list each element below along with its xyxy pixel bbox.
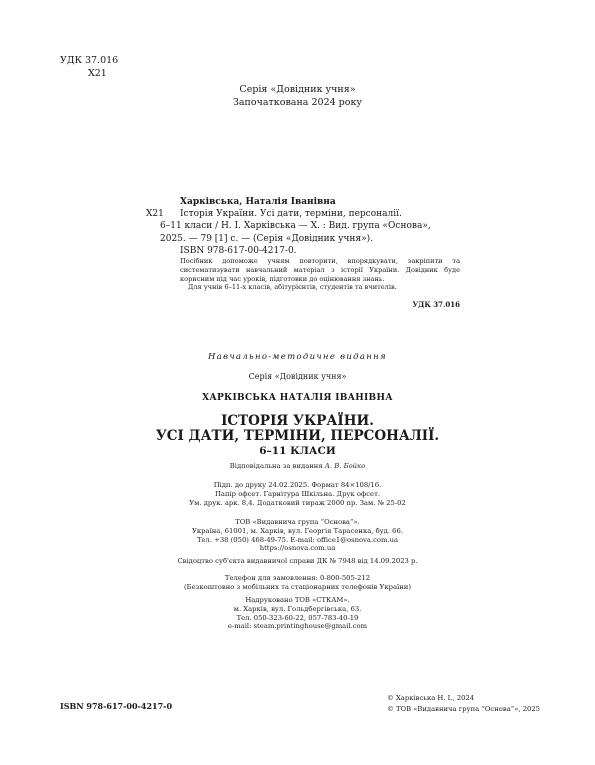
print-line-1: Підп. до друку 24.02.2025. Формат 84×108/16.: [213, 481, 382, 489]
printer-phone: Тел. 050-323-60-22, 057-783-40-19: [236, 613, 359, 622]
copyright: [387, 693, 540, 714]
order-phone: [0, 574, 595, 592]
series-header: [0, 83, 595, 109]
phone-line: Телефон для замовлення: 0-800-505-212: [224, 574, 371, 582]
responsible-name: А. В. Бойко: [324, 462, 366, 470]
series-mid: Серія «Довідник учня»: [248, 372, 347, 381]
series-name: Серія «Довідник учня»: [239, 84, 356, 95]
responsible-label: Відповідальна за видання: [229, 462, 323, 470]
author-sign: Х21: [88, 68, 107, 79]
book-title: [0, 414, 595, 459]
author-name-caps: ХАРКІВСЬКА НАТАЛІЯ ІВАНІВНА: [202, 393, 393, 403]
biblio-line-1: Історія України. Усі дати, терміни, персоналії.: [180, 209, 402, 220]
biblio-author-sign: Х21: [146, 209, 164, 220]
bibliographic-record: [146, 196, 460, 257]
udk-top-block: [60, 54, 118, 80]
publisher-name: ТОВ «Видавнича група “Основа”».: [235, 518, 360, 526]
edition-type: Навчально-методичне видання: [208, 352, 387, 362]
series-founded: Започаткована 2024 року: [232, 97, 363, 108]
responsible-editor: [0, 462, 595, 470]
copyright-publisher: © ТОВ «Видавнича група “Основа”», 2025: [387, 704, 540, 713]
printer-email: e-mail: steam.printinghouse@gmail.com: [227, 622, 368, 631]
publisher-address: Україна, 61001, м. Харків, вул. Георгія Тарасенка, буд. 66.: [192, 526, 403, 535]
publisher-website: https://osnova.com.ua: [259, 544, 336, 553]
title-line-2: УСІ ДАТИ, ТЕРМІНИ, ПЕРСОНАЛІЇ.: [155, 428, 440, 444]
udk-code: УДК 37.016: [60, 55, 119, 66]
printer-info: [0, 596, 595, 631]
phone-note: (Безкоштовно з мобільних та стаціонарних телефонів України): [184, 582, 411, 591]
copyright-author: © Харківська Н. І., 2024: [387, 694, 475, 702]
biblio-line-3: 2025. — 79 [1] с. — (Серія «Довідник учня»).: [160, 233, 373, 244]
udk-right: УДК 37.016: [412, 300, 460, 309]
biblio-isbn: ISBN 978-617-00-4217-0.: [180, 245, 297, 256]
publisher-info: [0, 518, 595, 553]
biblio-author: Харківська, Наталія Іванівна: [180, 197, 336, 207]
print-line-3: Ум. друк. арк. 8,4. Додатковий тираж 2000 пр. Зам. № 25-02: [189, 498, 406, 507]
print-line-2: Папір офсет. Гарнітура Шкільна. Друк офсет.: [215, 489, 380, 498]
isbn-bottom: ISBN 978-617-00-4217-0: [60, 701, 173, 711]
title-grades: 6–11 КЛАСИ: [259, 445, 336, 457]
printer-name: Надруковано ТОВ «СТКАМ».: [245, 596, 350, 604]
annotation-text: Посібник допоможе учням повторити, впорядкувати, закріпити та систематизувати навчальний матеріал з історії України. Довідник буде корисним під час уроків, підготовки до оцінювання знань.: [180, 257, 460, 283]
annotation-audience: Для учнів 6–11-х класів, абітурієнтів, студентів та вчителів.: [188, 283, 397, 292]
title-line-1: ІСТОРІЯ УКРАЇНИ.: [221, 413, 374, 429]
print-info: [0, 481, 595, 507]
publisher-contact: Тел. +38 (050) 468-49-75. E-mail: office1@osnova.com.ua: [196, 535, 399, 544]
annotation: [180, 257, 460, 292]
publisher-certificate: Свідоцтво суб'єкта видавничої справи ДК № 7948 від 14.09.2023 р.: [177, 557, 418, 565]
printer-address: м. Харків, вул. Гольдбергівська, 63.: [233, 604, 362, 613]
biblio-line-2: 6–11 класи / Н. І. Харківська — Х. : Вид. група «Основа»,: [160, 221, 431, 232]
